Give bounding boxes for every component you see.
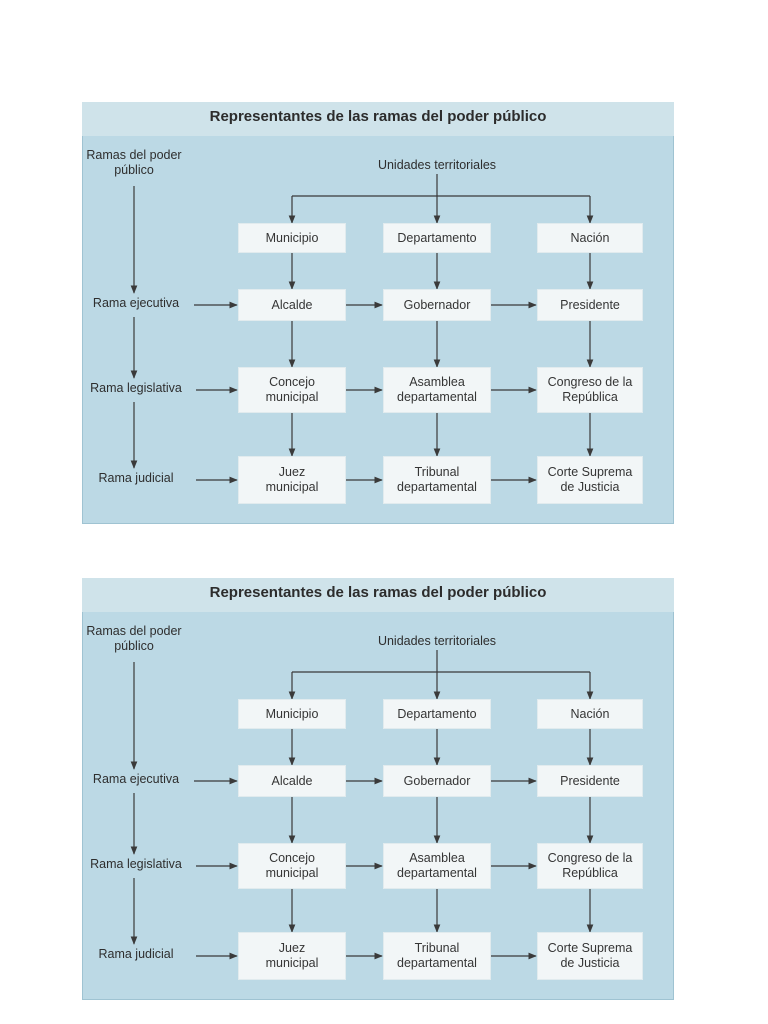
territorial-header: Unidades territoriales: [377, 634, 497, 648]
unit-box-0: Municipio: [239, 700, 345, 728]
unit-box-1: Departamento: [384, 224, 490, 252]
cell-box-2-2: [538, 933, 642, 979]
branch-label-0: Rama ejecutiva: [92, 772, 180, 786]
branch-label-1: Rama legislativa: [90, 381, 182, 395]
cell-text: Presidente: [560, 297, 620, 312]
cell-text: Asamblea departamental: [397, 375, 477, 404]
cell-box-0-0: [239, 290, 345, 320]
cell-text: Alcalde: [271, 297, 313, 312]
cell-text: Concejo municipal: [265, 375, 319, 404]
cell-box-0-1: [384, 766, 490, 796]
cell-box-1-0: [239, 368, 345, 412]
cell-box-0-1: [384, 290, 490, 320]
diagram-title: Representantes de las ramas del poder público: [209, 584, 547, 601]
cell-box-0-2: [538, 766, 642, 796]
cell-text: Corte Suprema de Justicia: [547, 465, 633, 494]
cell-text: Tribunal departamental: [397, 941, 477, 970]
diagram-title: Representantes de las ramas del poder público: [209, 108, 547, 125]
cell-box-1-0: [239, 844, 345, 888]
branches-header: Ramas del poder público: [86, 148, 182, 177]
cell-text: Congreso de la República: [547, 375, 633, 404]
cell-text: Concejo municipal: [265, 851, 319, 880]
cell-text: Congreso de la República: [547, 851, 633, 880]
cell-box-2-1: [384, 933, 490, 979]
branches-header: Ramas del poder público: [86, 624, 182, 653]
cell-text: Gobernador: [403, 297, 471, 312]
branch-label-2: Rama judicial: [98, 947, 174, 961]
branch-label-1: Rama legislativa: [90, 857, 182, 871]
cell-text: Presidente: [560, 773, 620, 788]
cell-box-1-1: [384, 368, 490, 412]
cell-box-2-2: [538, 457, 642, 503]
branch-label-2: Rama judicial: [98, 471, 174, 485]
cell-box-0-2: [538, 290, 642, 320]
cell-text: Juez municipal: [265, 465, 319, 494]
cell-box-0-0: [239, 766, 345, 796]
cell-box-2-0: [239, 457, 345, 503]
unit-box-0: Municipio: [239, 224, 345, 252]
unit-box-2: Nación: [538, 224, 642, 252]
cell-text: Gobernador: [403, 773, 471, 788]
cell-text: Alcalde: [271, 773, 313, 788]
cell-text: Asamblea departamental: [397, 851, 477, 880]
branch-label-0: Rama ejecutiva: [92, 296, 180, 310]
cell-box-1-2: [538, 368, 642, 412]
territorial-header: Unidades territoriales: [377, 158, 497, 172]
diagram-panel-bottom: [82, 578, 674, 1000]
diagram-panel-top: [82, 102, 674, 524]
cell-box-2-0: [239, 933, 345, 979]
cell-box-1-2: [538, 844, 642, 888]
unit-box-2: Nación: [538, 700, 642, 728]
cell-text: Tribunal departamental: [397, 465, 477, 494]
unit-box-1: Departamento: [384, 700, 490, 728]
cell-text: Juez municipal: [265, 941, 319, 970]
cell-box-1-1: [384, 844, 490, 888]
cell-box-2-1: [384, 457, 490, 503]
cell-text: Corte Suprema de Justicia: [547, 941, 633, 970]
